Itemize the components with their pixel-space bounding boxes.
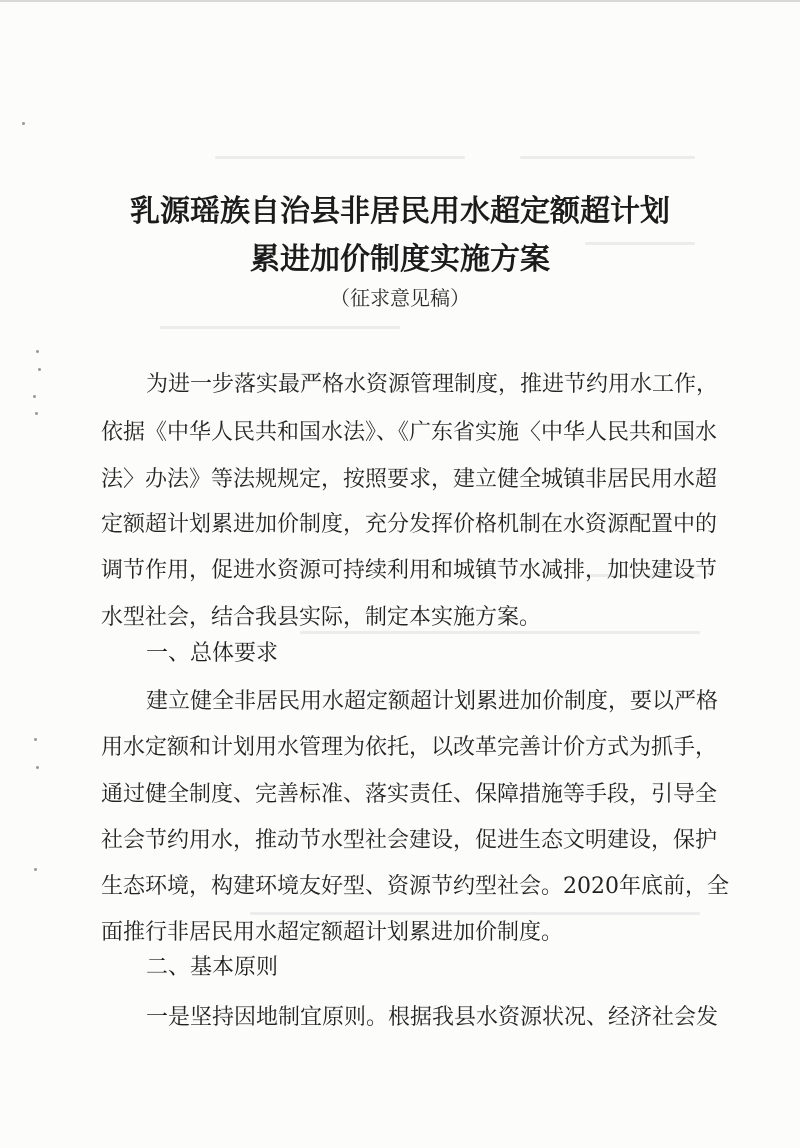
section2-line: 一是坚持因地制宜原则。根据我县水资源状况、经济社会发 <box>146 1005 719 1030</box>
bleed-through-mark <box>215 156 465 159</box>
scan-speck <box>33 395 36 398</box>
bleed-through-mark <box>520 156 695 159</box>
intro-line: 定额超计划累进加价制度，充分发挥价格机制在水资源配置中的 <box>101 512 718 537</box>
bleed-through-mark <box>160 326 400 329</box>
section-heading-general-requirements: 一、总体要求 <box>146 641 279 666</box>
document-subtitle: （征求意见稿） <box>330 286 470 310</box>
section1-line: 生态环境，构建环境友好型、资源节约型社会。2020年底前，全 <box>101 874 729 899</box>
intro-line: 调节作用，促进水资源可持续利用和城镇节水减排，加快建设节 <box>101 558 718 583</box>
section1-line: 通过健全制度、完善标准、落实责任、保障措施等手段，引导全 <box>101 782 718 807</box>
intro-line: 依据《中华人民共和国水法》、《广东省实施〈中华人民共和国水 <box>101 420 718 445</box>
intro-line: 法〉办法》等法规规定，按照要求，建立健全城镇非居民用水超 <box>101 467 718 492</box>
scan-speck <box>34 868 37 871</box>
document-title-line-1: 乳源瑶族自治县非居民用水超定额超计划 <box>130 194 670 229</box>
intro-line: 为进一步落实最严格水资源管理制度，推进节约用水工作， <box>146 372 719 397</box>
scan-edge <box>0 0 800 2</box>
section1-line: 社会节约用水，推动节水型社会建设，促进生态文明建设，保护 <box>101 828 718 853</box>
bleed-through-mark <box>250 912 700 915</box>
scan-speck <box>36 350 39 353</box>
document-title-line-2: 累进加价制度实施方案 <box>250 242 550 277</box>
section1-line: 建立健全非居民用水超定额超计划累进加价制度，要以严格 <box>146 689 719 714</box>
scan-speck <box>38 368 41 371</box>
section1-line: 用水定额和计划用水管理为依托，以改革完善计价方式为抓手， <box>101 735 718 760</box>
section1-line: 面推行非居民用水超定额超计划累进加价制度。 <box>101 920 564 945</box>
scan-speck <box>22 122 25 125</box>
scan-speck <box>35 412 38 415</box>
scan-speck <box>34 738 37 741</box>
scan-speck <box>36 766 39 769</box>
section-heading-basic-principles: 二、基本原则 <box>146 955 279 980</box>
intro-line: 水型社会，结合我县实际，制定本实施方案。 <box>101 605 542 630</box>
